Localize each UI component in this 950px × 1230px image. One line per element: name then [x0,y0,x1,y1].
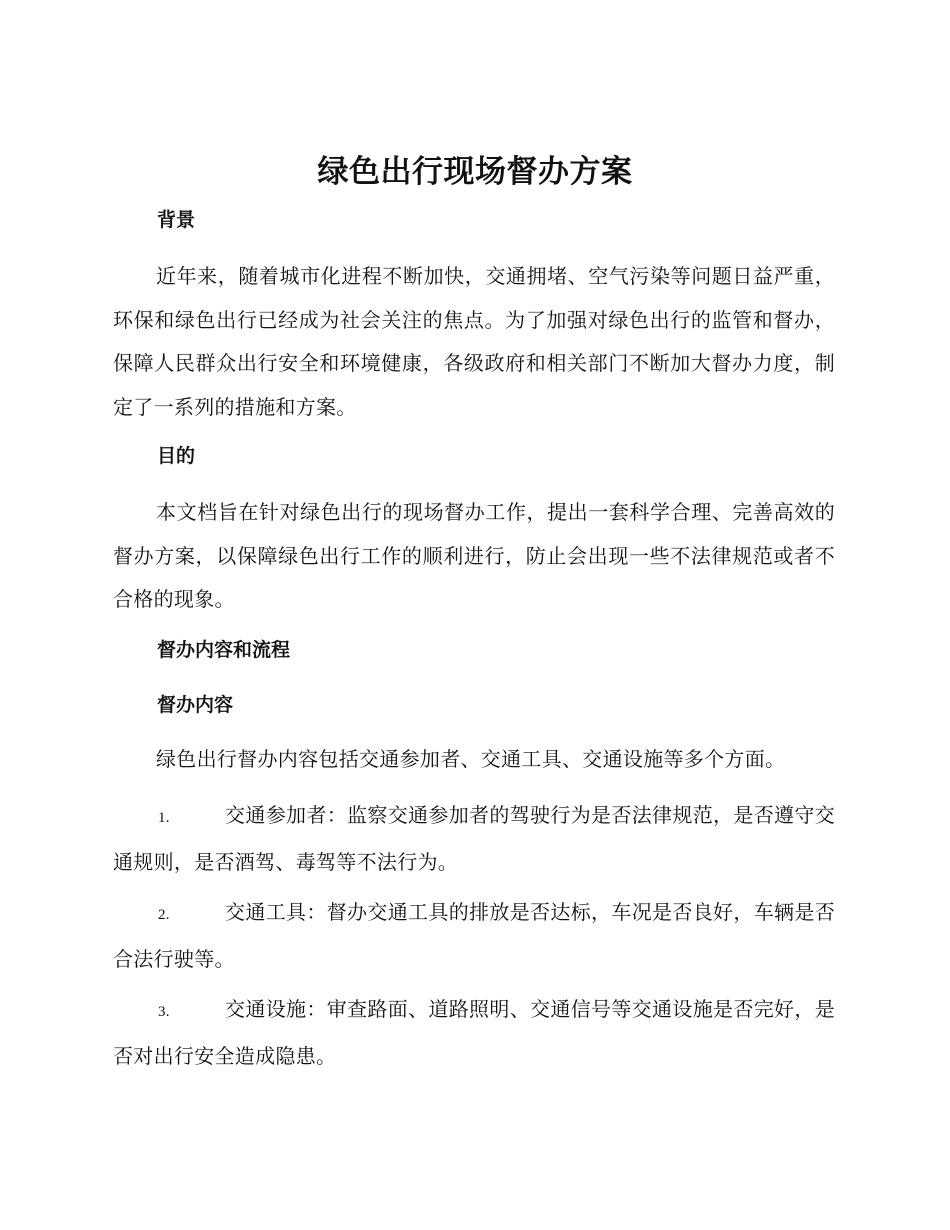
list-item-text: 交通参加者：监察交通参加者的驾驶行为是否法律规范，是否遵守交通规则，是否酒驾、毒驾等不法行为。 [113,803,835,874]
list-item-number: 2. [158,907,170,923]
list-item [113,891,835,981]
list-item [113,988,835,1078]
list-item-number: 3. [158,1004,170,1020]
document-title: 绿色出行现场督办方案 [317,154,633,190]
list-item-text: 交通设施：审查路面、道路照明、交通信号等交通设施是否完好，是否对出行安全造成隐患。 [113,997,835,1068]
section-heading-purpose: 目的 [157,445,196,467]
section-heading-content-process: 督办内容和流程 [157,639,291,661]
list-item [113,794,835,884]
paragraph-background: 近年来，随着城市化进程不断加快，交通拥堵、空气污染等问题日益严重，环保和绿色出行已经成为社会关注的焦点。为了加强对绿色出行的监管和督办，保障人民群众出行安全和环境健康，各级政府和相关部门不断加大督办力度，制定了一系列的措施和方案。 [113,264,835,419]
list-item-number: 1. [158,810,170,826]
paragraph-content-intro: 绿色出行督办内容包括交通参加者、交通工具、交通设施等多个方面。 [156,747,786,771]
subsection-heading-content: 督办内容 [157,694,234,716]
list-item-text: 交通工具：督办交通工具的排放是否达标，车况是否良好，车辆是否合法行驶等。 [113,900,835,971]
paragraph-purpose: 本文档旨在针对绿色出行的现场督办工作，提出一套科学合理、完善高效的督办方案，以保障绿色出行工作的顺利进行，防止会出现一些不法律规范或者不合格的现象。 [113,500,835,611]
section-heading-background: 背景 [157,209,196,231]
